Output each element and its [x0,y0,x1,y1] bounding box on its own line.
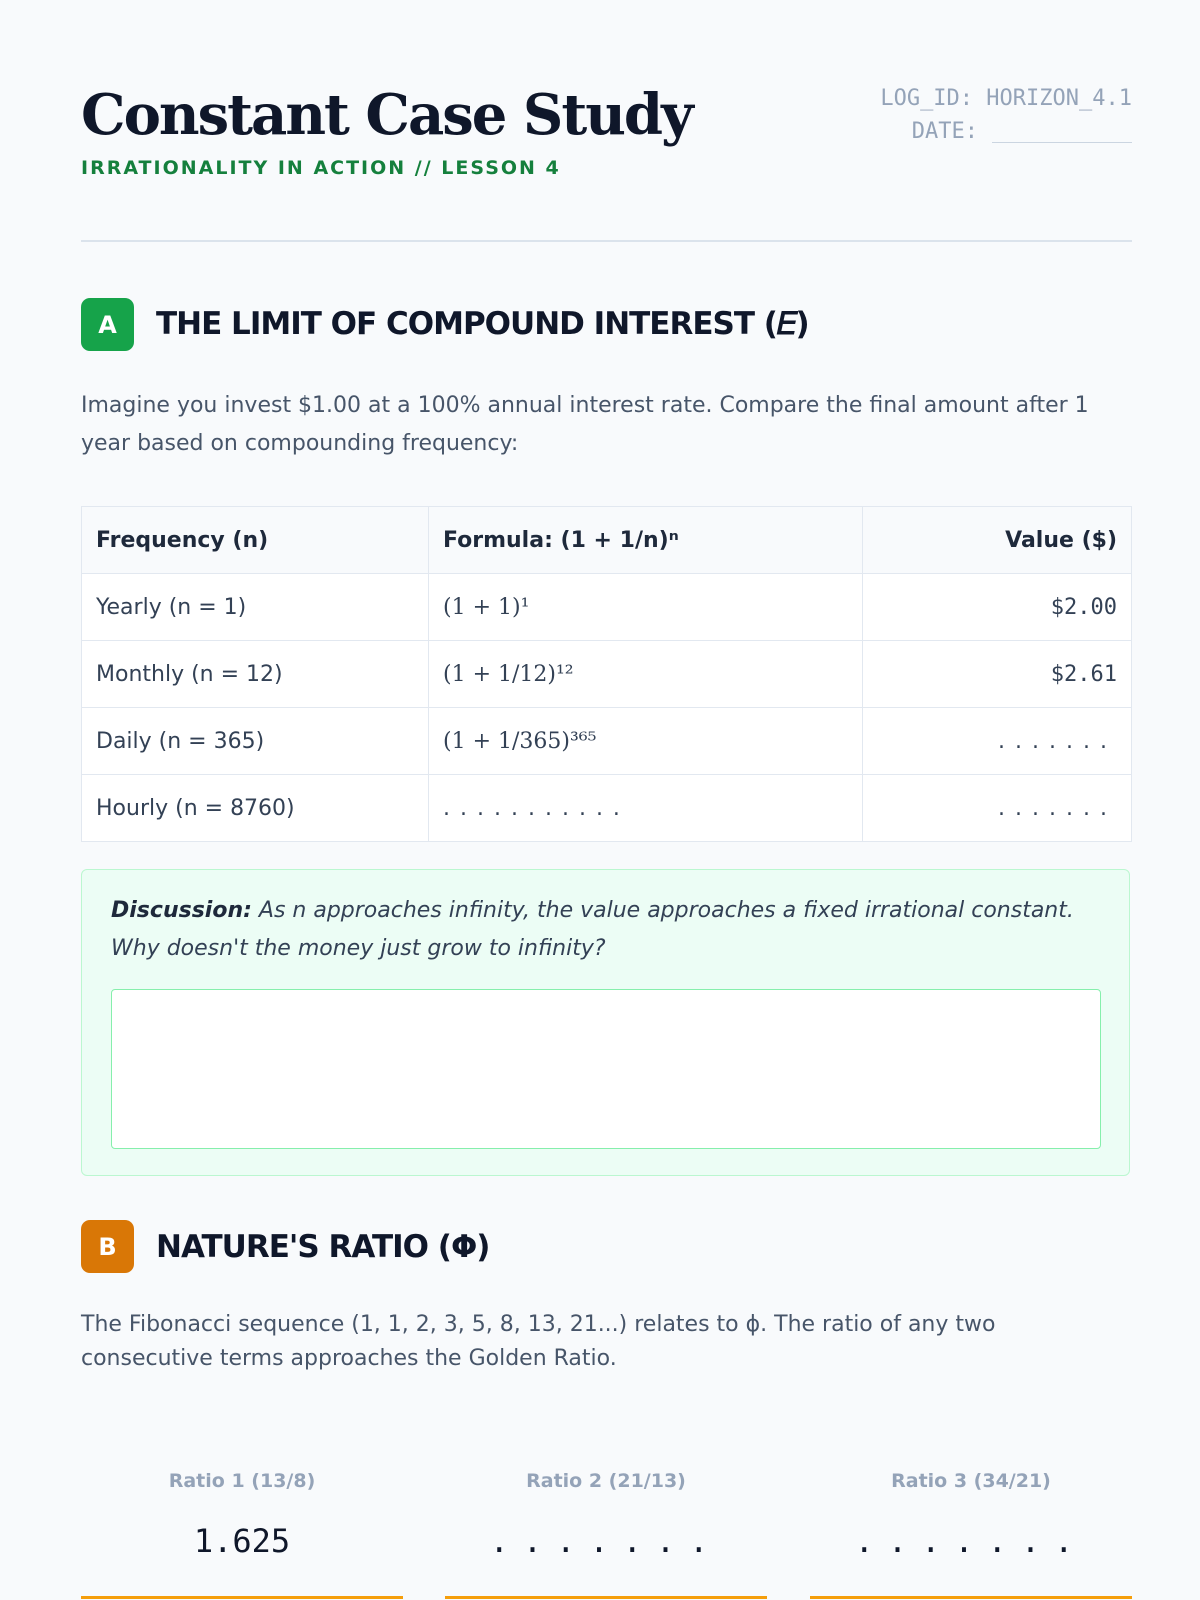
ratio-2[interactable] [445,1470,767,1599]
frequency-cell: Daily (n = 365) [82,708,429,775]
formula-cell: (1 + 1/12)¹² [429,641,863,708]
ratio-3-value: ....... [854,1522,1088,1560]
header [81,0,1132,242]
frequency-cell: Yearly (n = 1) [82,574,429,641]
date-field[interactable] [992,122,1132,143]
table-row [82,775,1132,842]
meta-block [880,82,1132,148]
section-b-title: NATURE'S RATIO (Φ) [156,1228,490,1265]
value-cell: $2.61 [863,641,1132,708]
table-row [82,641,1132,708]
date-label: DATE: [911,119,978,144]
ratio-2-label: Ratio 2 (21/13) [526,1470,686,1492]
formula-cell: (1 + 1)¹ [429,574,863,641]
ratio-3-label: Ratio 3 (34/21) [891,1470,1051,1492]
frequency-cell: Hourly (n = 8760) [82,775,429,842]
value-cell: $2.00 [863,574,1132,641]
section-b-badge: B [81,1220,134,1273]
header-formula: Formula: (1 + 1/n)ⁿ [429,507,863,574]
discussion-box [81,869,1130,1176]
table-header-row [82,507,1132,574]
log-id: LOG_ID: HORIZON_4.1 [880,86,1132,111]
value-blank[interactable]: ....... [863,708,1132,775]
worksheet-page [81,0,1132,1560]
formula-blank[interactable]: ........... [429,775,863,842]
discussion-label: Discussion: [111,898,252,923]
page-title: Constant Case Study [81,82,692,148]
value-blank[interactable]: ....... [863,775,1132,842]
section-b-header [81,1220,489,1273]
ratio-1[interactable] [81,1470,403,1599]
discussion-text: As n approaches infinity, the value approaches a fixed irrational constant. Why doesn't the money just grow to infinity? [111,898,1074,961]
section-b-intro: The Fibonacci sequence (1, 1, 2, 3, 5, 8, 13, 21...) relates to ϕ. The ratio of any two consecutive terms approaches the Golden Ratio. [81,1312,996,1371]
frequency-cell: Monthly (n = 12) [82,641,429,708]
ratio-1-value: 1.625 [193,1522,291,1560]
formula-cell: (1 + 1/365)³⁶⁵ [429,708,863,775]
ratio-3[interactable] [810,1470,1132,1599]
table-row [82,574,1132,641]
header-value: Value ($) [863,507,1132,574]
section-a-intro: Imagine you invest $1.00 at a 100% annual interest rate. Compare the final amount after 1 year based on compounding frequency: [81,393,1089,456]
discussion-answer-field[interactable] [111,989,1101,1149]
page-subtitle: IRRATIONALITY IN ACTION // LESSON 4 [81,157,561,179]
compound-interest-table [81,506,1132,842]
ratio-1-label: Ratio 1 (13/8) [168,1470,316,1492]
date-row [880,115,1132,148]
header-frequency: Frequency (n) [82,507,429,574]
ratio-2-value: ....... [489,1522,723,1560]
table-row [82,708,1132,775]
section-a-title: THE LIMIT OF COMPOUND INTEREST (𝐸) [156,306,809,342]
section-a-badge: A [81,298,134,351]
discussion-prompt [111,892,1101,968]
section-a-header [81,298,809,351]
